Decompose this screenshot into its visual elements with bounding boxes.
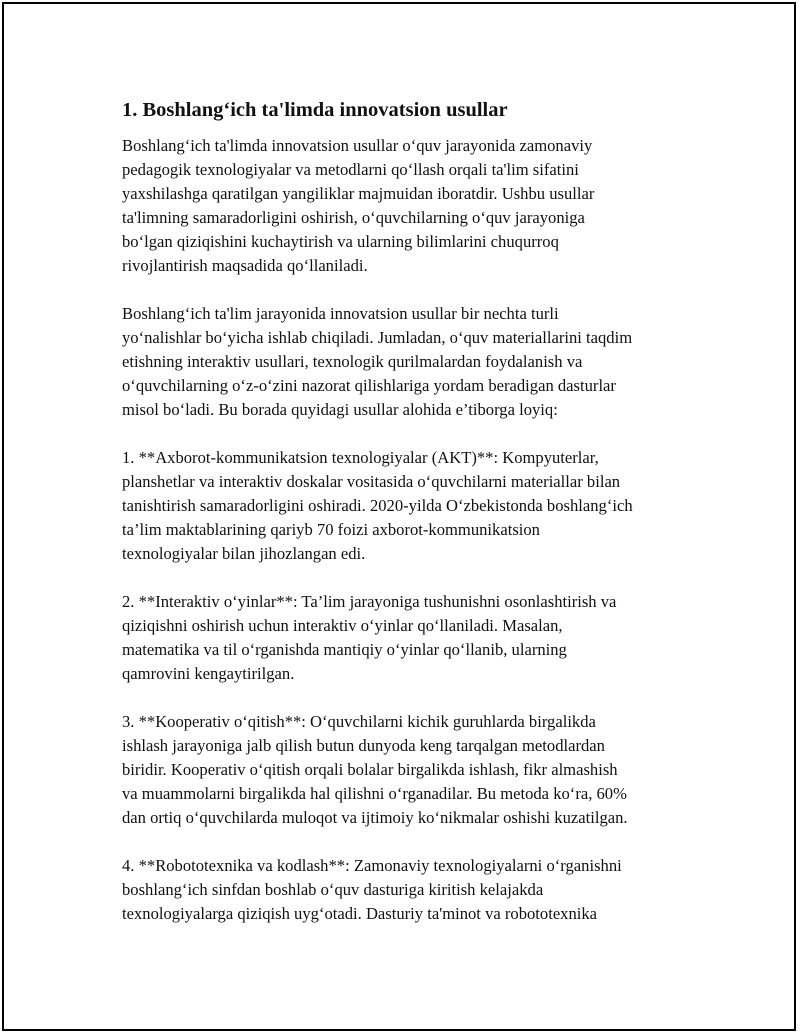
section-heading: 1. Boshlang‘ich ta'limda innovatsion usullar — [122, 99, 508, 121]
document-body — [122, 96, 692, 950]
paragraph-directions: Boshlang‘ich ta'lim jarayonida innovatsion usullar bir nechta turli yo‘nalishlar bo‘yicha ishlab chiqiladi. Jumladan, o‘quv materiallarini taqdim etishning interaktiv usullari, texnologik qurilmalardan foydalanish va o‘quvchilarning o‘z-o‘zini nazorat qilishlariga yordam beradigan dasturlar misol bo‘ladi. Bu borada quyidagi usullar alohida e’tiborga loyiq: — [122, 304, 633, 419]
page-frame — [2, 2, 796, 1031]
list-item-cooperative-learning: 3. **Kooperativ o‘qitish**: O‘quvchilarni kichik guruhlarda birgalikda ishlash jarayoniga jalb qilish butun dunyoda keng tarqalgan metodlardan biridir. Kooperativ o‘qitish orqali bolalar birgalikda ishlash, fikr almashish va muammolarni birgalikda hal qilishni o‘rganadilar. Bu metoda ko‘ra, 60% dan ortiq o‘quvchilarda muloqot va ijtimoiy ko‘nikmalar oshishi kuzatilgan. — [122, 712, 628, 827]
paragraph-intro: Boshlang‘ich ta'limda innovatsion usullar o‘quv jarayonida zamonaviy pedagogik texnologiyalar va metodlarni qo‘llash orqali ta'lim sifatini yaxshilashga qaratilgan yangiliklar majmuidan iboratdir. Ushbu usullar ta'limning samaradorligini oshirish, o‘quvchilarning o‘quv jarayoniga bo‘lgan qiziqishini kuchaytirish va ularning bilimlarini chuqurroq rivojlantirish maqsadida qo‘llaniladi. — [122, 136, 595, 275]
list-item-interactive-games: 2. **Interaktiv o‘yinlar**: Ta’lim jarayoniga tushunishni osonlashtirish va qiziqishni oshirish uchun interaktiv o‘yinlar qo‘llaniladi. Masalan, matematika va til o‘rganishda mantiqiy o‘yinlar qo‘llanib, ularning qamrovini kengaytirilgan. — [122, 592, 617, 683]
list-item-akt: 1. **Axborot-kommunikatsion texnologiyalar (AKT)**: Kompyuterlar, planshetlar va interaktiv doskalar vositasida o‘quvchilarni materiallar bilan tanishtirish samaradorligini oshiradi. 2020-yilda O‘zbekistonda boshlang‘ich ta’lim maktablarining qariyb 70 foizi axborot-kommunikatsion texnologiyalar bilan jihozlangan edi. — [122, 448, 633, 563]
list-item-robotics-coding: 4. **Robototexnika va kodlash**: Zamonaviy texnologiyalarni o‘rganishni boshlang‘ich sinfdan boshlab o‘quv dasturiga kiritish kelajakda texnologiyalarga qiziqish uyg‘otadi. Dasturiy ta'minot va robototexnika — [122, 856, 622, 923]
